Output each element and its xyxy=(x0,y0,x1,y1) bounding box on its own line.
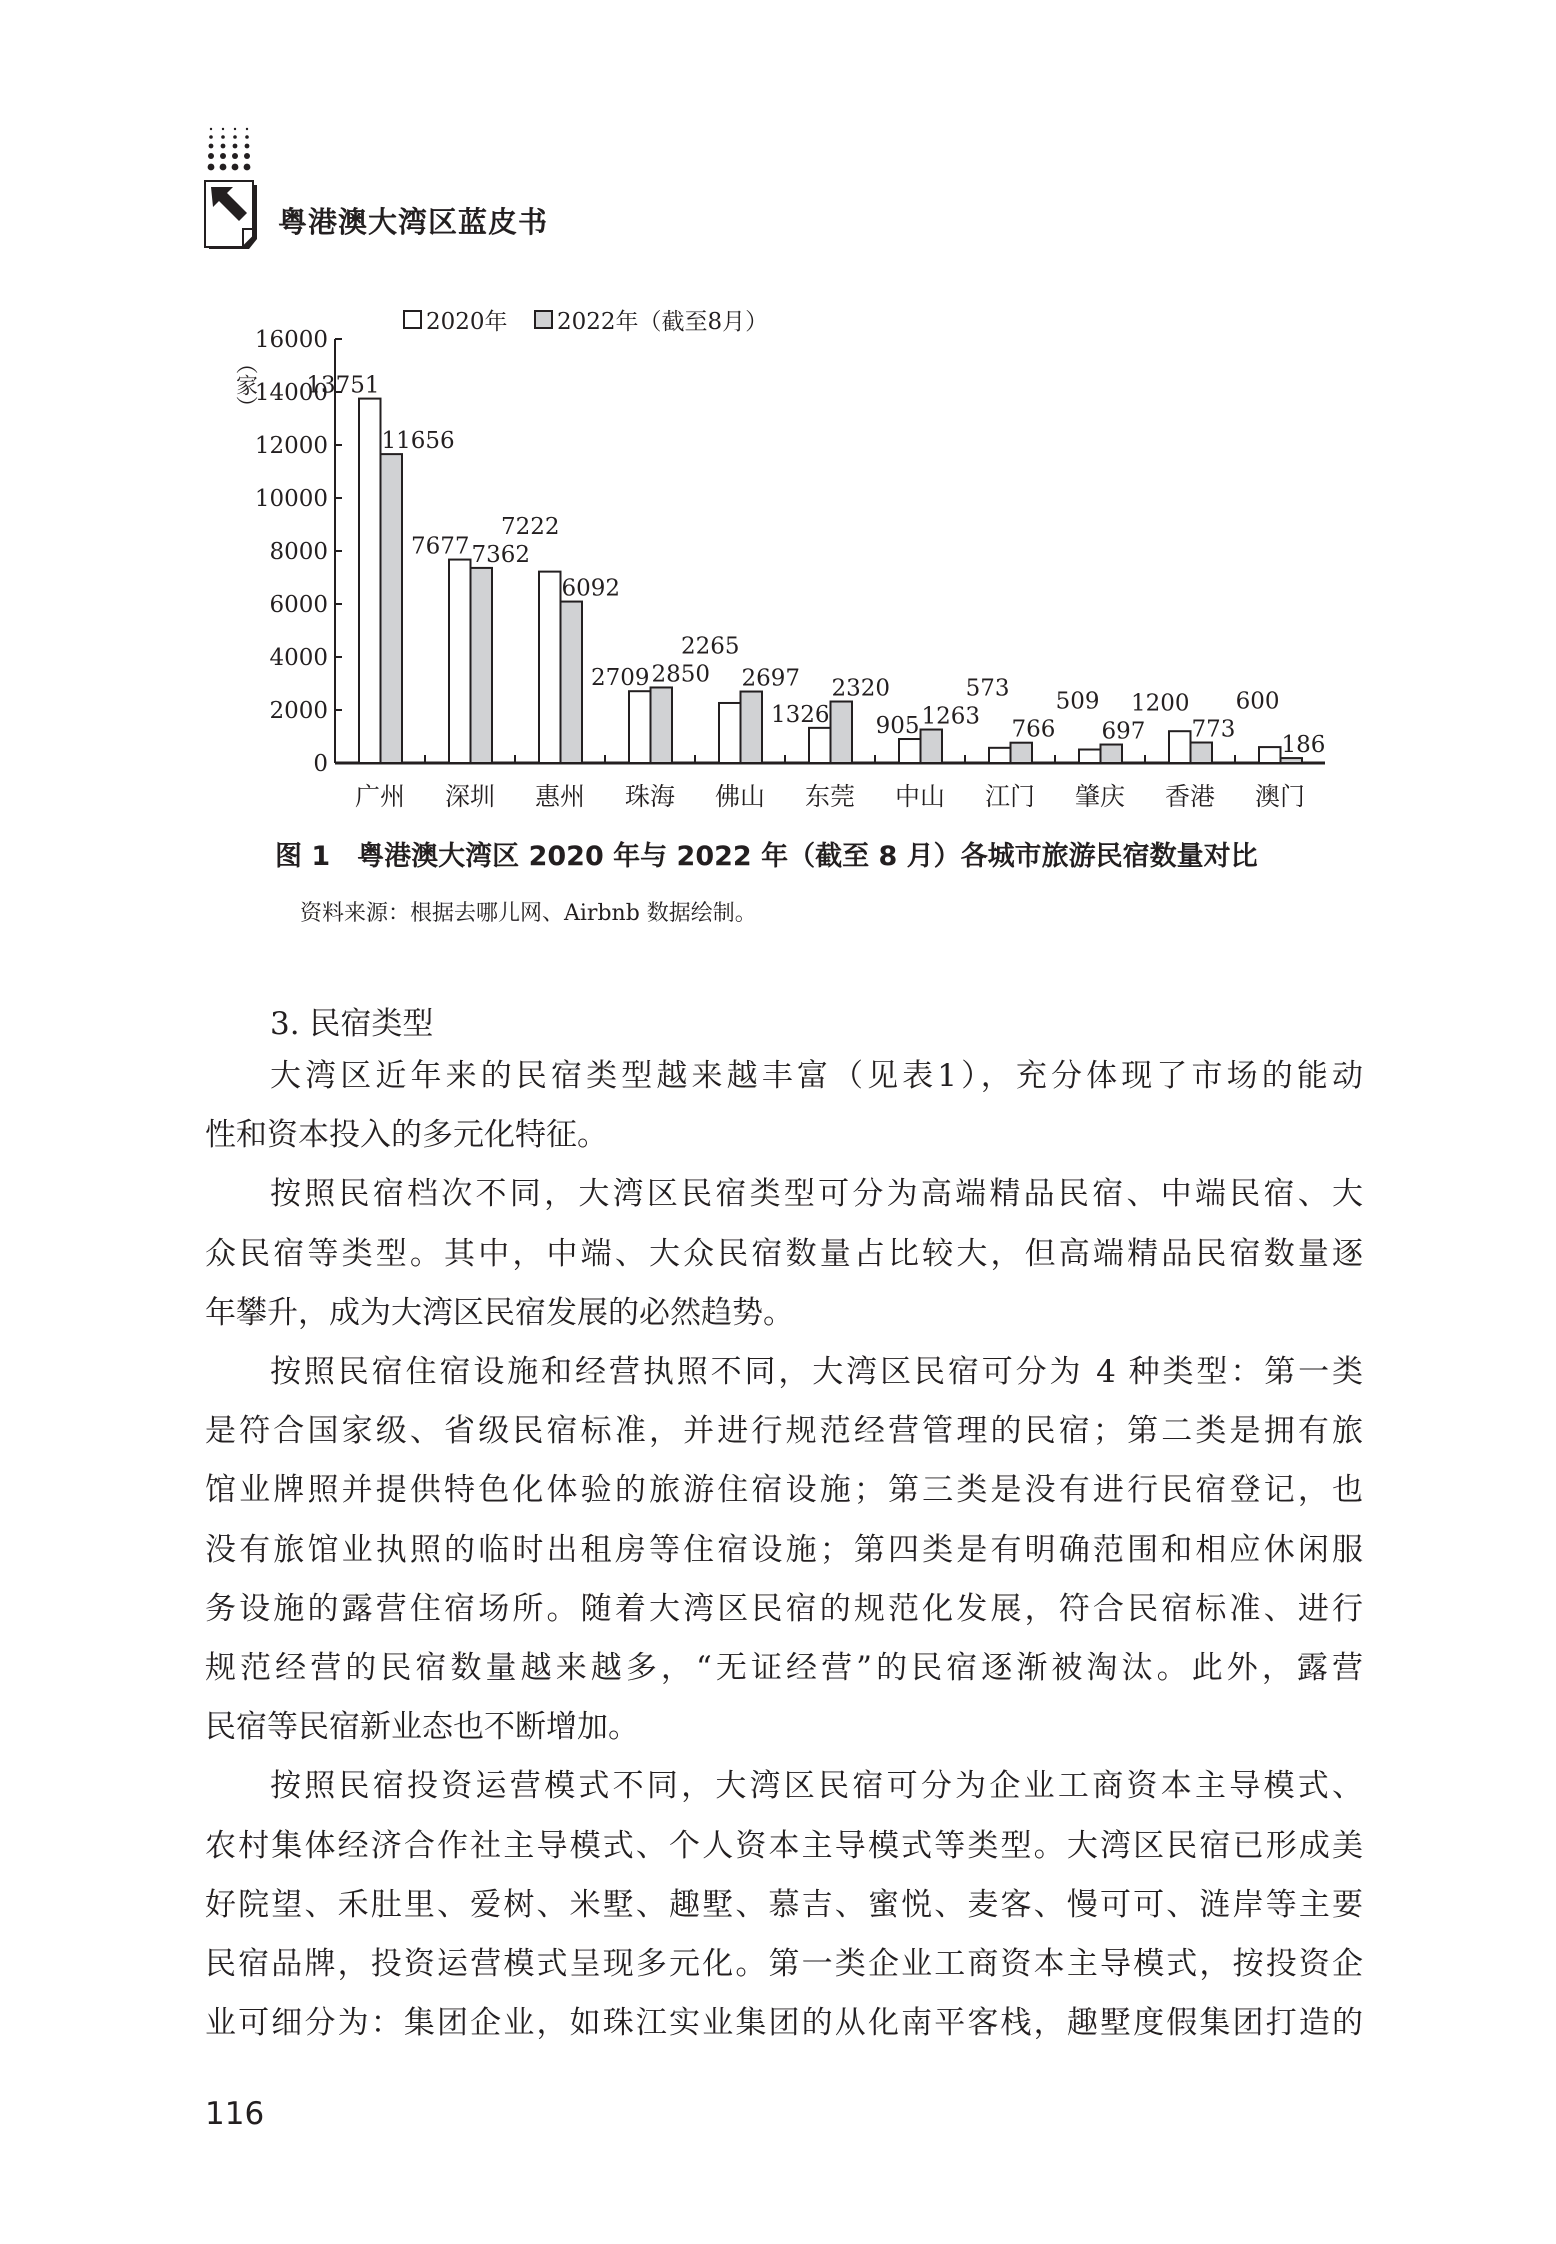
x-tick-label: 江门 xyxy=(984,782,1036,811)
bar-2020 xyxy=(449,560,471,763)
data-label: 2265 xyxy=(680,633,740,660)
data-label: 7362 xyxy=(471,541,531,568)
bar-2022 xyxy=(1011,743,1033,763)
bar-2020 xyxy=(899,739,921,763)
y-tick-label: 8000 xyxy=(269,539,328,565)
paragraph-line: 业可细分为：集团企业，如珠江实业集团的从化南平客栈，趣墅度假集团打造的 xyxy=(205,2005,1363,2042)
data-label: 766 xyxy=(1011,716,1056,743)
section-title: 3. 民宿类型 xyxy=(270,1006,434,1042)
y-tick-label: 14000 xyxy=(254,380,328,406)
data-label: 186 xyxy=(1281,732,1326,759)
data-label: 7677 xyxy=(410,533,470,560)
x-tick-label: 惠州 xyxy=(534,782,586,811)
y-tick-label: 0 xyxy=(313,751,328,777)
bar-2022 xyxy=(1281,758,1303,763)
paragraph-line: 按照民宿档次不同，大湾区民宿类型可分为高端精品民宿、中端民宿、大 xyxy=(270,1176,1363,1213)
bar-2020 xyxy=(1169,731,1191,763)
x-tick-label: 香港 xyxy=(1164,782,1216,811)
legend-swatch-2022 xyxy=(535,311,552,328)
data-label: 905 xyxy=(875,713,920,740)
paragraph-line: 大湾区近年来的民宿类型越来越丰富（见表1），充分体现了市场的能动 xyxy=(270,1058,1363,1094)
bar-2020 xyxy=(989,748,1011,763)
x-tick-label: 珠海 xyxy=(624,782,676,811)
page-number: 116 xyxy=(205,2096,265,2132)
paragraph-line: 农村集体经济合作社主导模式、个人资本主导模式等类型。大湾区民宿已形成美 xyxy=(205,1827,1363,1864)
x-tick-label: 东莞 xyxy=(804,782,856,811)
y-tick-label: 16000 xyxy=(254,327,328,353)
header-title: 粤港澳大湾区蓝皮书 xyxy=(278,205,549,239)
legend-swatch-2020 xyxy=(404,311,421,328)
x-tick-label: 佛山 xyxy=(714,782,766,811)
y-tick-label: 2000 xyxy=(269,698,328,724)
data-label: 7222 xyxy=(500,513,560,540)
paragraph-line: 众民宿等类型。其中，中端、大众民宿数量占比较大，但高端精品民宿数量逐 xyxy=(205,1235,1363,1272)
y-tick-label: 12000 xyxy=(254,433,328,459)
y-tick-label: 4000 xyxy=(269,645,328,671)
data-label: 1263 xyxy=(921,703,981,730)
data-label: 2320 xyxy=(831,675,891,702)
data-label: 2850 xyxy=(651,661,711,688)
data-label: 573 xyxy=(965,675,1010,702)
bar-2020 xyxy=(1259,747,1281,763)
paragraph-line: 按照民宿住宿设施和经营执照不同，大湾区民宿可分为 4 种类型：第一类 xyxy=(270,1354,1363,1390)
data-label: 2709 xyxy=(590,665,650,692)
legend-label-2020: 2020年 xyxy=(426,309,508,335)
bar-2020 xyxy=(629,691,651,763)
bar-2022 xyxy=(831,702,853,763)
figure-caption: 图 1 粤港澳大湾区 2020 年与 2022 年（截至 8 月）各城市旅游民宿数量对比 xyxy=(275,841,1258,872)
paragraph-line: 是符合国家级、省级民宿标准，并进行规范经营管理的民宿；第二类是拥有旅 xyxy=(205,1413,1363,1450)
data-label: 6092 xyxy=(561,575,621,602)
bar-2020 xyxy=(539,572,561,763)
data-label: 1326 xyxy=(770,701,830,728)
bar-2022 xyxy=(651,687,673,763)
data-label: 773 xyxy=(1191,716,1236,743)
paragraph-line: 规范经营的民宿数量越来越多，“无证经营”的民宿逐渐被淘汰。此外，露营 xyxy=(205,1650,1363,1686)
data-label: 1200 xyxy=(1130,690,1190,717)
data-label: 2697 xyxy=(741,665,801,692)
x-tick-label: 中山 xyxy=(894,782,946,811)
paragraph-line: 没有旅馆业执照的临时出租房等住宿设施；第四类是有明确范围和相应休闲服 xyxy=(205,1531,1363,1568)
paragraph-line: 按照民宿投资运营模式不同，大湾区民宿可分为企业工商资本主导模式、 xyxy=(270,1768,1363,1805)
x-tick-label: 深圳 xyxy=(444,782,496,811)
y-axis-label: （家） xyxy=(232,352,258,418)
bar-2022 xyxy=(381,454,403,763)
paragraph-line: 民宿等民宿新业态也不断增加。 xyxy=(205,1709,639,1746)
figure-source: 资料来源：根据去哪儿网、Airbnb 数据绘制。 xyxy=(300,901,757,926)
x-tick-label: 澳门 xyxy=(1254,782,1306,811)
bar-2020 xyxy=(719,703,741,763)
bar-2020 xyxy=(809,728,831,763)
bar-2022 xyxy=(1101,745,1123,763)
x-tick-label: 肇庆 xyxy=(1074,782,1126,811)
paragraph-line: 务设施的露营住宿场所。随着大湾区民宿的规范化发展，符合民宿标准、进行 xyxy=(205,1590,1363,1627)
bar-2020 xyxy=(1079,750,1101,763)
bar-2022 xyxy=(921,730,943,763)
data-label: 600 xyxy=(1235,688,1280,715)
y-tick-label: 10000 xyxy=(254,486,328,512)
bar-2022 xyxy=(471,568,493,763)
bar-2022 xyxy=(1191,743,1213,763)
paragraph-line: 馆业牌照并提供特色化体验的旅游住宿设施；第三类是没有进行民宿登记，也 xyxy=(205,1472,1363,1509)
x-tick-label: 广州 xyxy=(354,782,406,811)
data-label: 509 xyxy=(1055,688,1100,715)
legend-label-2022: 2022年（截至8月） xyxy=(557,309,769,335)
paragraph-line: 好院望、禾肚里、爱树、米墅、趣墅、慕吉、蜜悦、麦客、慢可可、涟岸等主要 xyxy=(205,1886,1363,1923)
y-tick-label: 6000 xyxy=(269,592,328,618)
bar-2020 xyxy=(359,399,381,763)
paragraph-line: 年攀升，成为大湾区民宿发展的必然趋势。 xyxy=(205,1294,794,1331)
data-label: 11656 xyxy=(381,428,455,455)
data-label: 13751 xyxy=(306,372,380,399)
bar-chart xyxy=(0,0,1556,820)
data-label: 697 xyxy=(1101,718,1146,745)
bar-2022 xyxy=(561,602,583,763)
paragraph-line: 性和资本投入的多元化特征。 xyxy=(205,1117,608,1154)
paragraph-line: 民宿品牌，投资运营模式呈现多元化。第一类企业工商资本主导模式，按投资企 xyxy=(205,1946,1363,1982)
bar-2022 xyxy=(741,692,763,763)
